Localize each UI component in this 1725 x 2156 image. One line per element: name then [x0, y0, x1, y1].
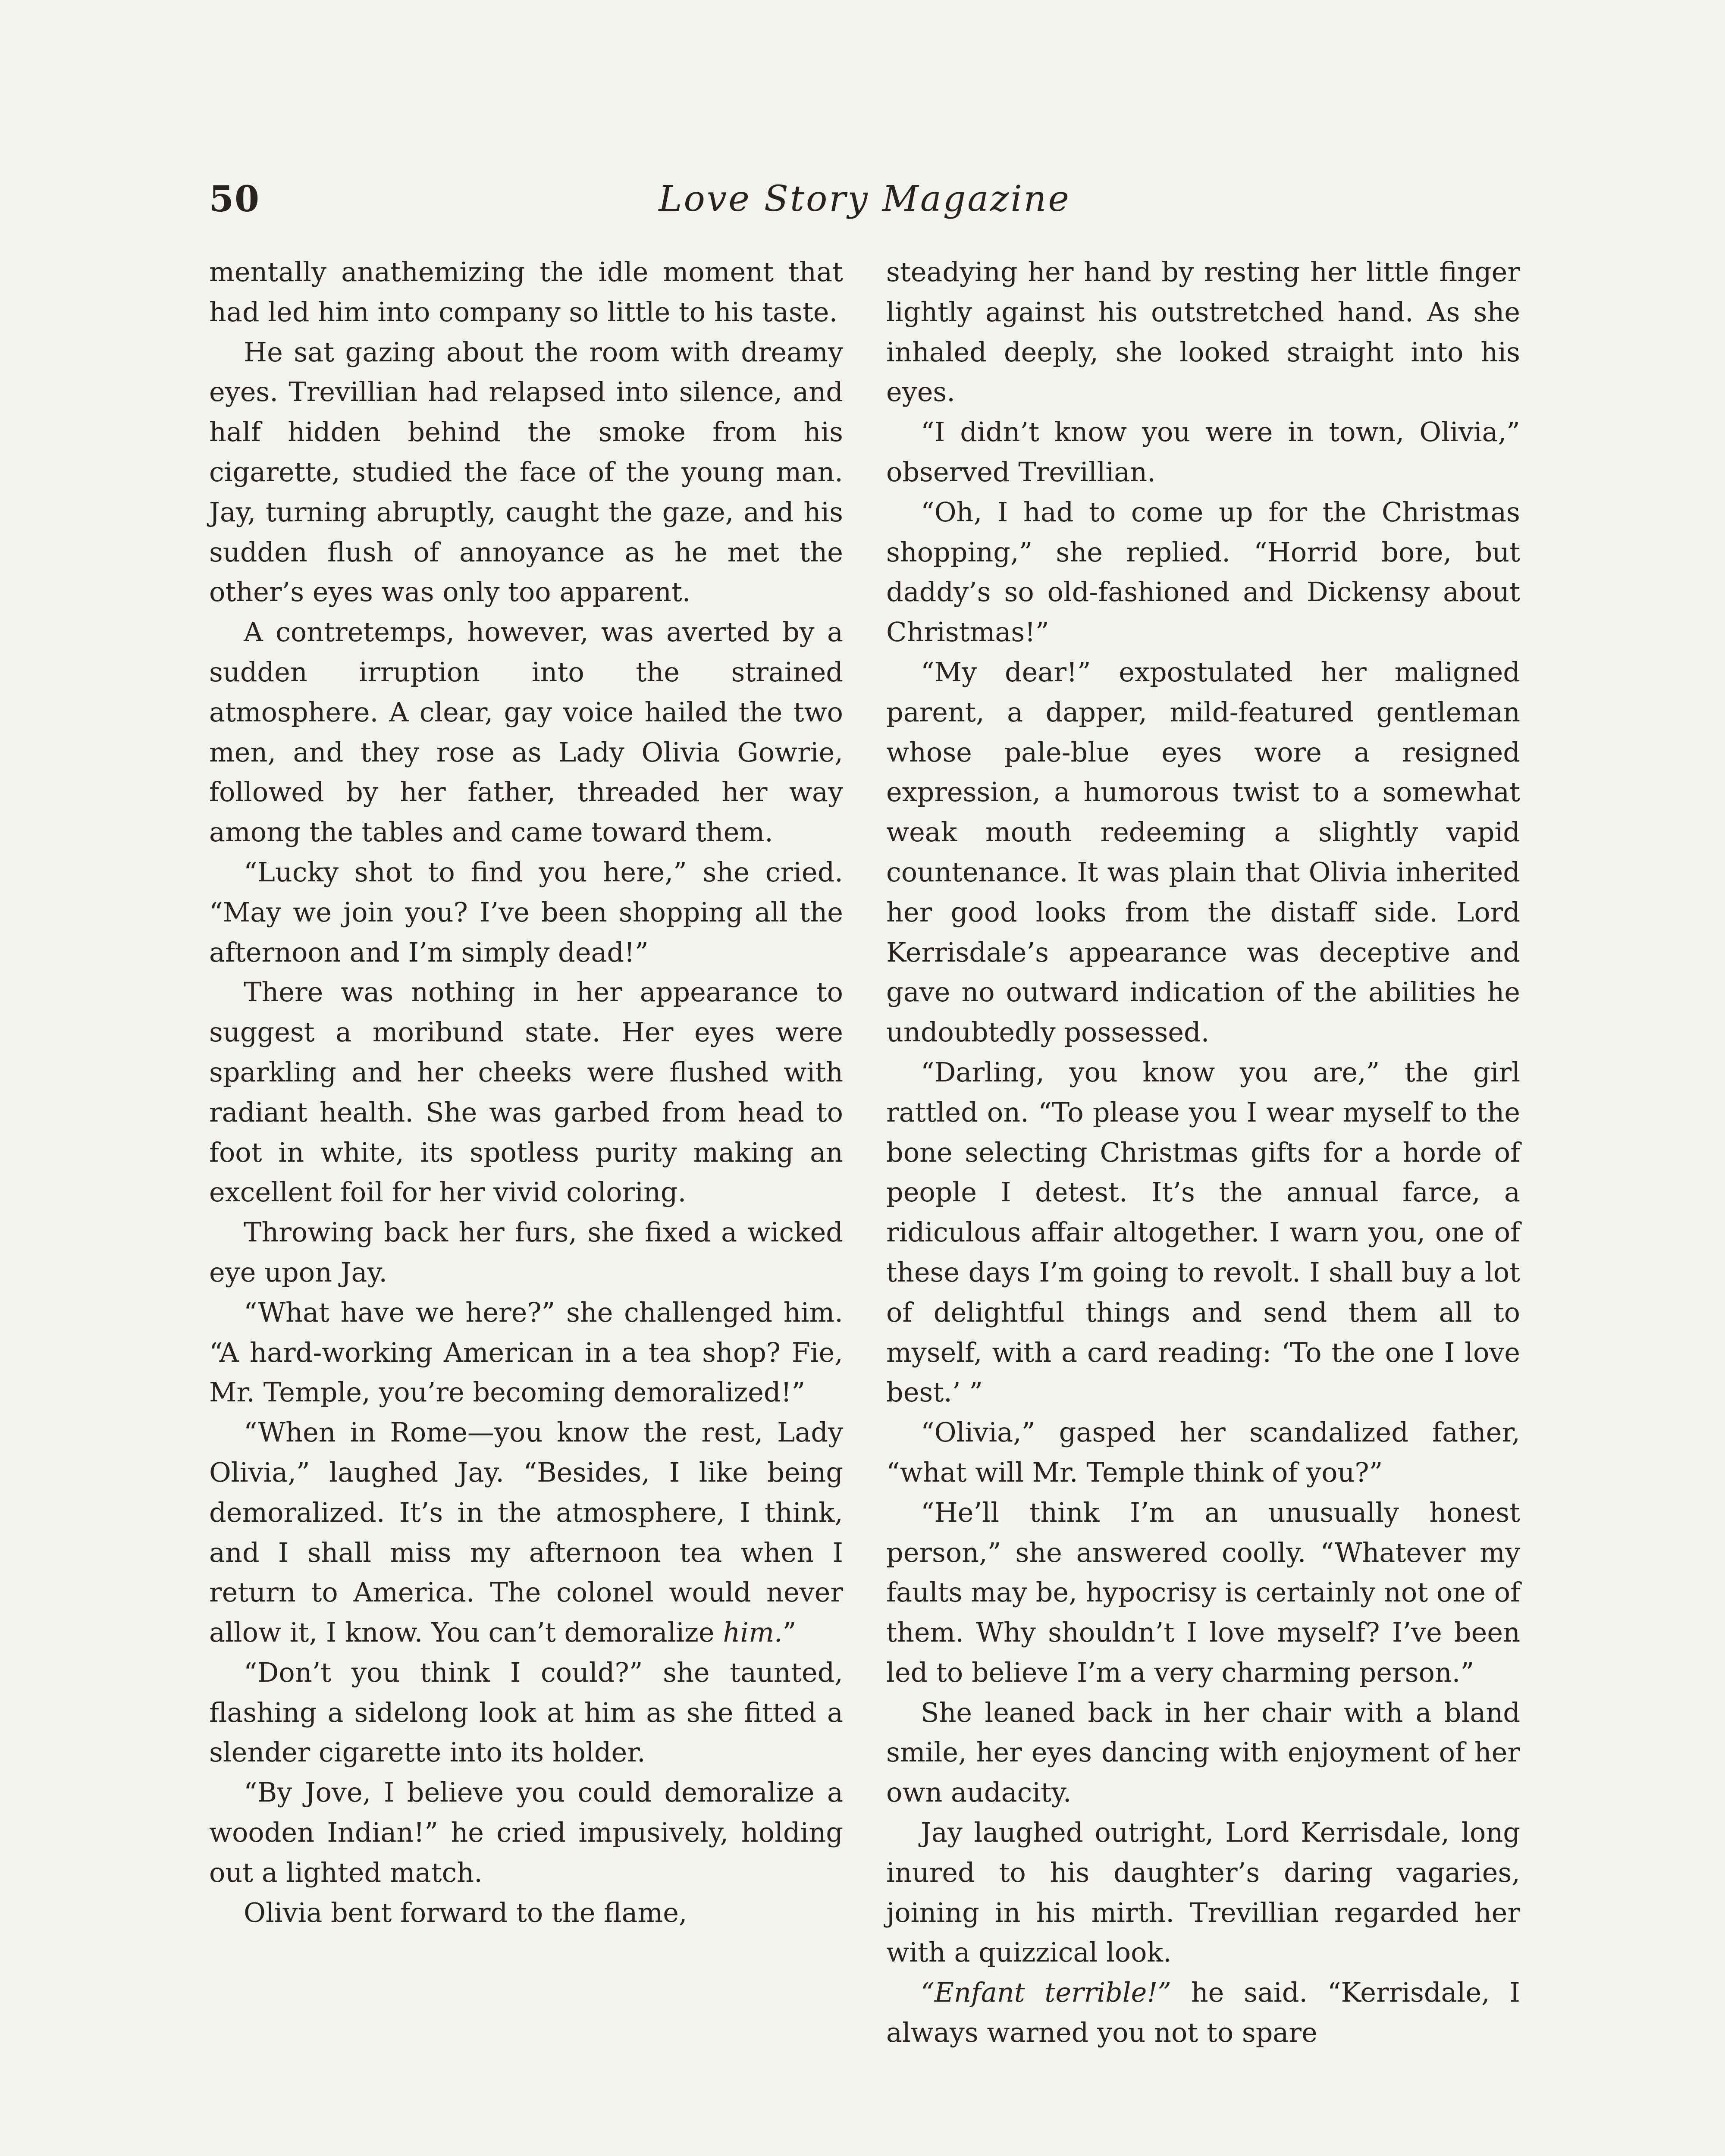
paragraph: There was nothing in her appearance to suggest a moribund state. Her eyes were sparkling and her cheeks were flushed with radiant health. She was garbed from head to foot in white, its spotless purity making an excellent foil for her vivid coloring. [209, 976, 843, 1208]
page-header [209, 169, 1520, 229]
paragraph [209, 1413, 843, 1653]
paragraph: He sat gazing about the room with dreamy eyes. Trevillian had relapsed into silence, and half hidden behind the smoke from his cigarette, studied the face of the young man. Jay, turning abruptly, caught the gaze, and his sudden flush of annoyance as he met the other’s eyes was only too apparent. [209, 336, 843, 608]
paragraph: “Oh, I had to come up for the Christmas shopping,” she replied. “Horrid bore, but daddy’s so old-fashioned and Dickensy about Christmas!” [886, 496, 1520, 648]
paragraph: Throwing back her furs, she fixed a wicked eye upon Jay. [209, 1216, 843, 1288]
italic-text: him. [723, 1617, 783, 1648]
paragraph: She leaned back in her chair with a bland smile, her eyes dancing with enjoyment of her own audacity. [886, 1696, 1520, 1808]
closing-quote: ” [782, 1617, 797, 1648]
paragraph: “He’ll think I’m an unusually honest person,” she answered coolly. “Whatever my faults may be, hypocrisy is certainly not one of them. Why shouldn’t I love myself? I’ve been led to believe I’m a very charming person.” [886, 1496, 1520, 1688]
paragraph: “I didn’t know you were in town, Olivia,” observed Trevillian. [886, 416, 1520, 488]
italic-text: “Enfant terrible!” [921, 1977, 1171, 2009]
paragraph-text: he said. “Kerrisdale, I always warned you not to spare [886, 1977, 1521, 2049]
right-column [886, 252, 1520, 2053]
paragraph [886, 1973, 1520, 2053]
paragraph-text: “When in Rome—you know the rest, Lady Olivia,” laughed Jay. “Besides, I like being demoralized. It’s in the atmosphere, I think, and I shall miss my afternoon tea when I return to America. The colonel would never allow it, I know. You can’t demoralize [209, 1416, 843, 1648]
left-column [209, 252, 843, 1933]
paragraph: mentally anathemizing the idle moment that had led him into company so little to his taste. [209, 256, 843, 328]
page-number: 50 [209, 179, 260, 220]
paragraph: “Lucky shot to find you here,” she cried. “May we join you? I’ve been shopping all the afternoon and I’m simply dead!” [209, 856, 843, 968]
running-title: Love Story Magazine [659, 179, 1071, 219]
paragraph: “Darling, you know you are,” the girl rattled on. “To please you I wear myself to the bone selecting Christmas gifts for a horde of people I detest. It’s the annual farce, a ridiculous affair altogether. I warn you, one of these days I’m going to revolt. I shall buy a lot of delightful things and send them all to myself, with a card reading: ‘To the one I love best.’ ” [886, 1056, 1520, 1408]
paragraph: steadying her hand by resting her little finger lightly against his outstretched hand. As she inhaled deeply, she looked straight into his eyes. [886, 256, 1520, 408]
paragraph: “By Jove, I believe you could demoralize a wooden Indian!” he cried impusively, holding out a lighted match. [209, 1777, 843, 1888]
paragraph: “My dear!” expostulated her maligned parent, a dapper, mild-featured gentleman whose pale-blue eyes wore a resigned expression, a humorous twist to a somewhat weak mouth redeeming a slightly vapid countenance. It was plain that Olivia inherited her good looks from the distaff side. Lord Kerrisdale’s appearance was deceptive and gave no outward indication of the abilities he undoubtedly possessed. [886, 656, 1520, 1048]
paragraph: Olivia bent forward to the flame, [244, 1896, 687, 1928]
paragraph: A contretemps, however, was averted by a sudden irruption into the strained atmosphere. A clear, gay voice hailed the two men, and they rose as Lady Olivia Gowrie, followed by her father, threaded her way among the tables and came toward them. [209, 616, 843, 848]
paragraph: “Don’t you think I could?” she taunted, flashing a sidelong look at him as she fitted a slender cigarette into its holder. [209, 1656, 843, 1768]
paragraph: Jay laughed outright, Lord Kerrisdale, long inured to his daughter’s daring vagaries, joining in his mirth. Trevillian regarded her with a quizzical look. [886, 1817, 1520, 1968]
paragraph: “Olivia,” gasped her scandalized father, “what will Mr. Temple think of you?” [886, 1416, 1520, 1488]
paragraph: “What have we here?” she challenged him. “A hard-working American in a tea shop? Fie, Mr. Temple, you’re becoming demoralized!” [209, 1296, 843, 1408]
